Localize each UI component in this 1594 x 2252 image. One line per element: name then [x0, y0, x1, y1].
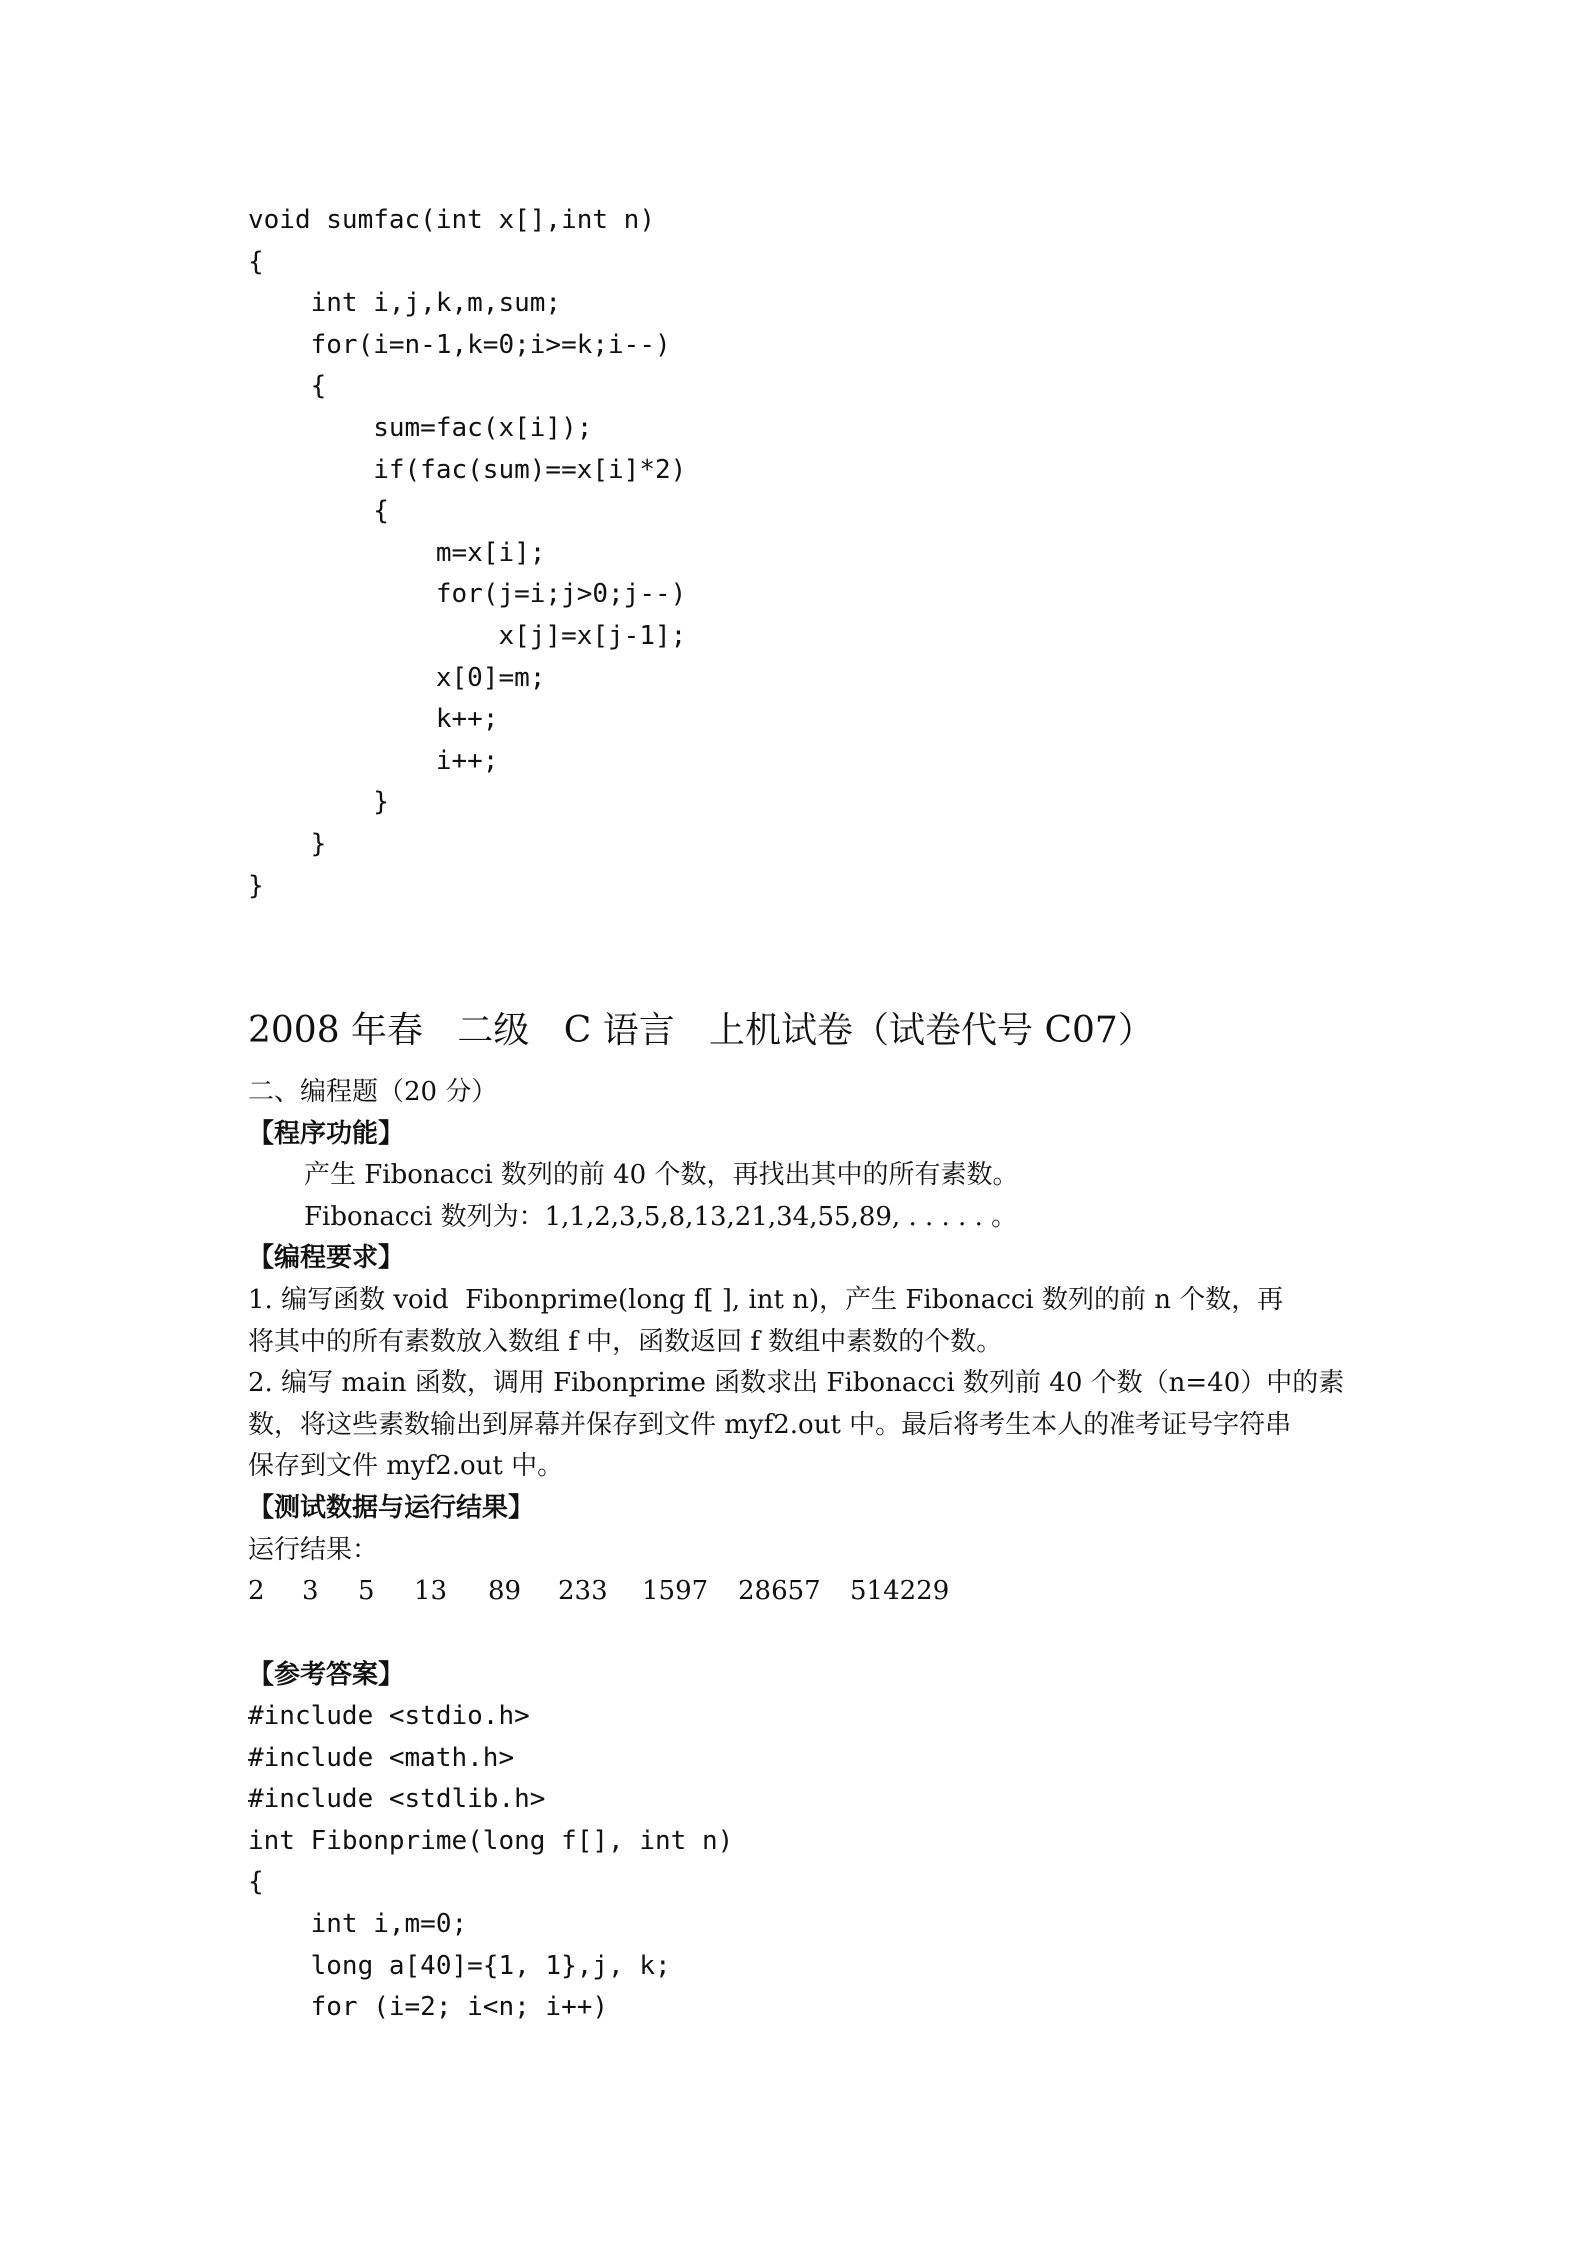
requirement-line: 2. 编写 main 函数，调用 Fibonprime 函数求出 Fibonacci 数列前 40 个数（n=40）中的素 [248, 1368, 1345, 1398]
result-value: 2 [248, 1576, 265, 1606]
code-line: for(i=n-1,k=0;i>=k;i--) [248, 329, 671, 360]
result-value: 3 [302, 1576, 319, 1606]
code-line: { [248, 371, 327, 402]
run-result-label: 运行结果： [248, 1535, 379, 1565]
code-line: for(j=i;j>0;j--) [248, 579, 687, 610]
result-value: 28657 [738, 1576, 821, 1606]
section-heading: 二、编程题（20 分） [248, 1077, 498, 1107]
code-line: int Fibonprime(long f[], int n) [248, 1825, 734, 1856]
code-line: { [248, 246, 264, 277]
code-line: if(fac(sum)==x[i]*2) [248, 454, 687, 485]
program-function-line: Fibonacci 数列为：1,1,2,3,5,8,13,21,34,55,89, . . . . . 。 [304, 1202, 1018, 1232]
code-line: int i,j,k,m,sum; [248, 288, 562, 319]
requirements-heading: 【编程要求】 [248, 1243, 405, 1273]
code-line: #include <stdlib.h> [248, 1784, 546, 1815]
result-value: 5 [358, 1576, 375, 1606]
reference-answer-heading: 【参考答案】 [248, 1660, 405, 1690]
code-line: x[0]=m; [248, 662, 546, 693]
program-function-line: 产生 Fibonacci 数列的前 40 个数，再找出其中的所有素数。 [304, 1160, 1019, 1190]
code-line: long a[40]={1, 1},j, k; [248, 1950, 671, 1981]
code-line: } [248, 870, 264, 901]
test-data-heading: 【测试数据与运行结果】 [248, 1493, 535, 1523]
result-value: 514229 [850, 1576, 950, 1606]
code-line: for (i=2; i<n; i++) [248, 1992, 609, 2023]
code-line: void sumfac(int x[],int n) [248, 205, 655, 235]
code-block-fibonprime [248, 1696, 733, 2029]
code-line: } [248, 787, 389, 818]
program-function-heading: 【程序功能】 [248, 1119, 405, 1149]
requirement-line: 将其中的所有素数放入数组 f 中，函数返回 f 数组中素数的个数。 [248, 1327, 1003, 1357]
result-value: 233 [558, 1576, 608, 1606]
code-line: { [248, 496, 389, 527]
result-value: 1597 [642, 1576, 709, 1606]
code-line: m=x[i]; [248, 537, 546, 568]
code-line: { [248, 1867, 264, 1898]
requirement-line: 数，将这些素数输出到屏幕并保存到文件 myf2.out 中。最后将考生本人的准考证号字符串 [248, 1410, 1292, 1440]
code-block-sumfac [248, 200, 686, 907]
requirement-line: 1. 编写函数 void Fibonprime(long f[ ], int n)，产生 Fibonacci 数列的前 n 个数，再 [248, 1285, 1284, 1315]
code-line: sum=fac(x[i]); [248, 412, 593, 443]
requirement-line: 保存到文件 myf2.out 中。 [248, 1451, 564, 1481]
code-line: i++; [248, 745, 499, 776]
code-line: k++; [248, 704, 499, 735]
result-value: 13 [414, 1576, 448, 1606]
exam-title: 2008 年春 二级 C 语言 上机试卷（试卷代号 C07） [248, 1010, 1154, 1051]
code-line: x[j]=x[j-1]; [248, 620, 687, 651]
code-line: #include <stdio.h> [248, 1701, 530, 1731]
code-line: } [248, 828, 327, 859]
code-line: int i,m=0; [248, 1908, 468, 1939]
result-value: 89 [488, 1576, 522, 1606]
code-line: #include <math.h> [248, 1742, 515, 1773]
